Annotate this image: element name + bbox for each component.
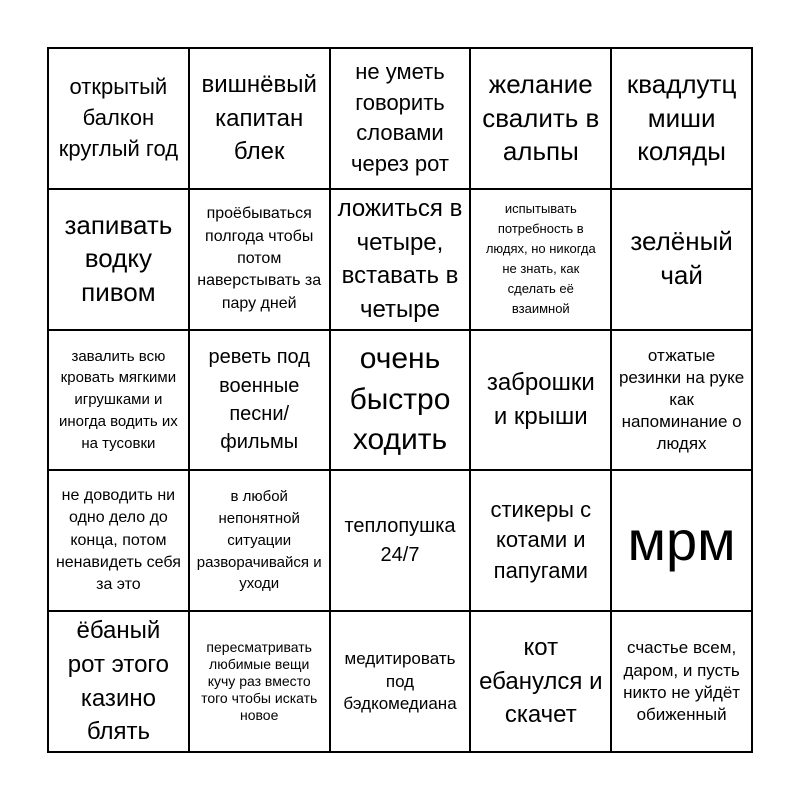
cell-text: заброшки и крыши [486,369,595,430]
bingo-cell[interactable] [471,190,612,331]
cell-text: теплопушка 24/7 [344,515,456,566]
cell-text: стикеры с котами и папугами [490,496,592,584]
cell-text: счастье всем, даром, и пусть никто не уйдёт обиженный [623,638,741,724]
bingo-cell[interactable] [49,331,190,472]
bingo-cell[interactable] [331,331,472,472]
bingo-cell[interactable] [471,49,612,190]
cell-text: проёбываться полгода чтобы потом наверстывать за пару дней [197,205,322,312]
bingo-cell[interactable] [190,190,331,331]
cell-text: завалить всю кровать мягкими игрушками и иногда водить их на тусовки [59,347,178,452]
cell-text: не уметь говорить словами через рот [351,58,449,177]
bingo-cell[interactable] [612,612,753,753]
bingo-cell[interactable] [190,612,331,753]
cell-text: открытый балкон круглый год [58,74,179,161]
cell-text: ложиться в четыре, вставать в четыре [337,195,463,323]
cell-text: испытывать потребность в людях, но никогда не знать, как сделать её взаимной [485,200,596,317]
bingo-cell[interactable] [331,471,472,612]
bingo-board [47,47,753,753]
bingo-cell[interactable] [471,331,612,472]
bingo-cell[interactable] [49,49,190,190]
bingo-cell[interactable] [49,190,190,331]
cell-text: медитировать под бэдкомедиана [343,649,457,713]
cell-text: кот ебанулся и скачет [479,634,603,729]
cell-text: реветь под военные песни/фильмы [208,346,310,454]
cell-text: в любой непонятной ситуации разворачивайся и уходи [196,488,322,593]
bingo-cell[interactable] [612,190,753,331]
bingo-cell[interactable] [612,331,753,472]
cell-text: вишнёвый капитан блек [201,71,317,166]
cell-text: мрм [627,508,736,572]
bingo-cell[interactable] [190,331,331,472]
cell-text: не доводить ни одно дело до конца, потом ненавидеть себя за это [55,486,181,594]
cell-text: ёбаный рот этого казино блять [67,617,169,746]
cell-text: пересматривать любимые вещи кучу раз вместо того чтобы искать новое [201,638,318,724]
bingo-cell[interactable] [49,471,190,612]
bingo-cell[interactable] [331,612,472,753]
cell-text: отжатые резинки на руке как напоминание о людях [618,345,745,454]
bingo-cell[interactable] [471,471,612,612]
cell-text: квадлутц миши коляды [626,68,737,167]
cell-text: очень быстро ходить [349,342,451,457]
cell-text: желание свалить в альпы [482,68,600,167]
bingo-cell[interactable] [471,612,612,753]
bingo-cell[interactable] [612,471,753,612]
bingo-cell[interactable] [190,49,331,190]
bingo-cell[interactable] [190,471,331,612]
bingo-cell[interactable] [331,190,472,331]
bingo-cell[interactable] [49,612,190,753]
bingo-cell[interactable] [612,49,753,190]
bingo-cell[interactable] [331,49,472,190]
cell-text: запивать водку пивом [64,209,173,308]
cell-text: зелёный чай [630,226,733,291]
